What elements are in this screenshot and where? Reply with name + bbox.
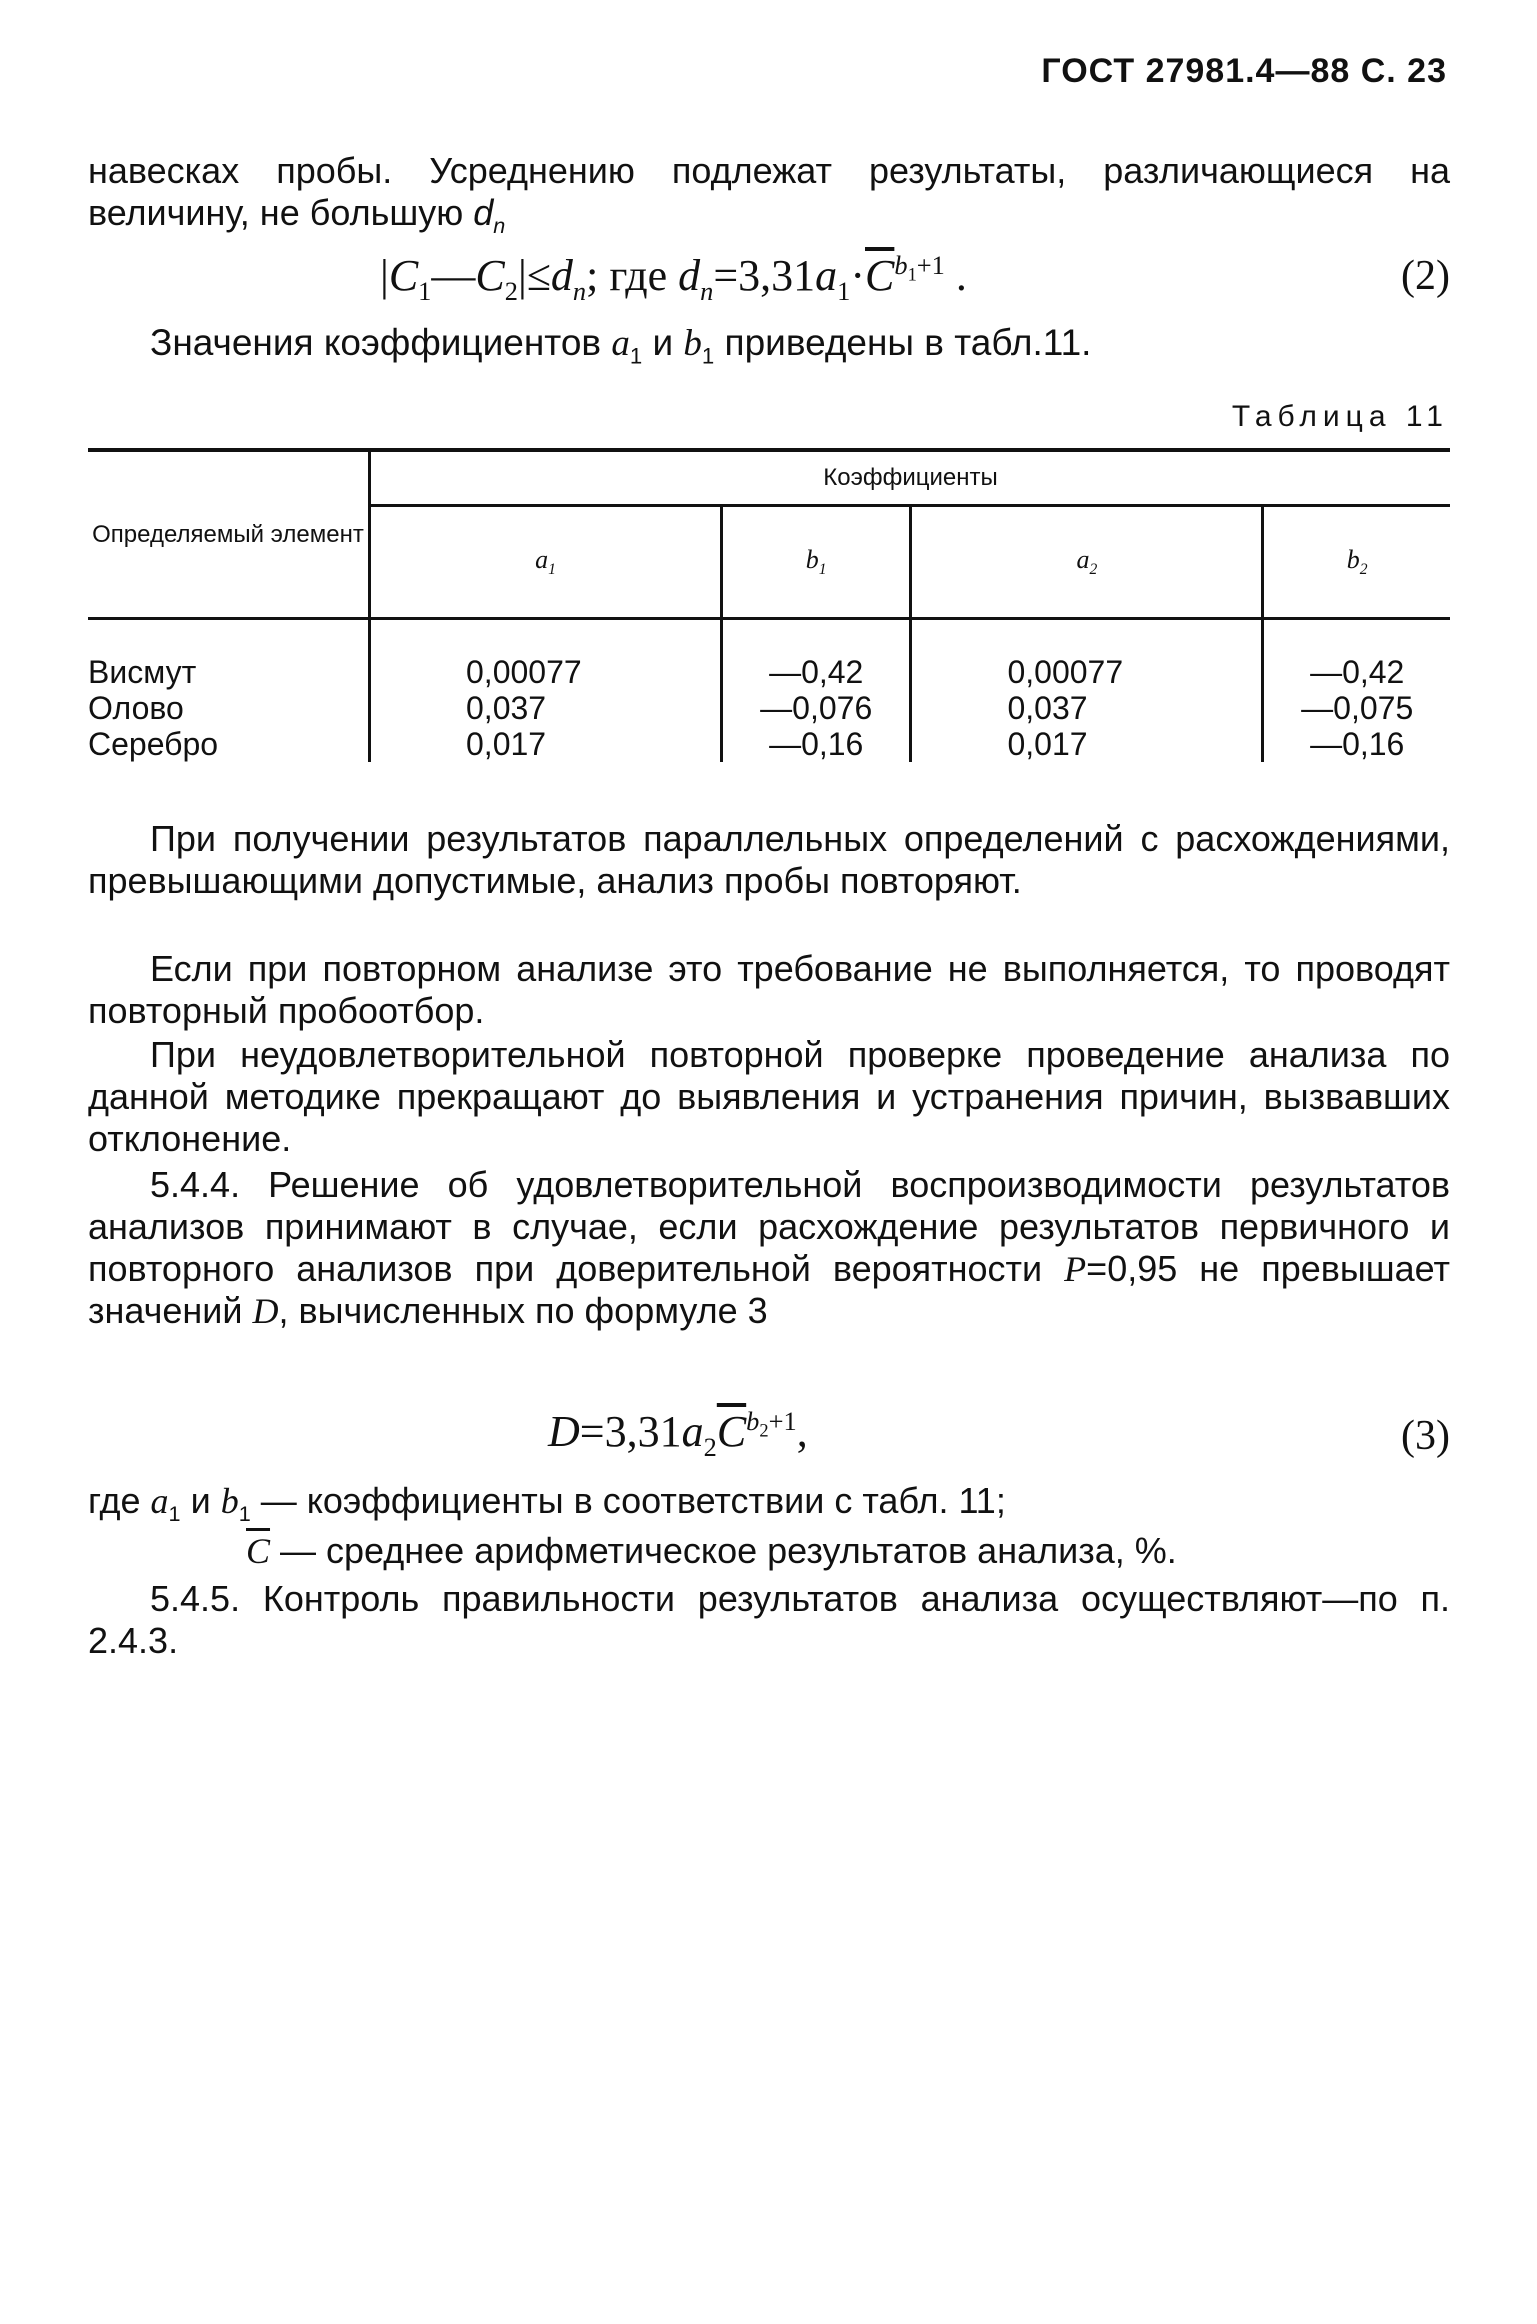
row-tin-element: Олово [88,690,184,726]
f2-c2-sub: 2 [504,275,518,306]
w1-post: — коэффициенты в соответствии с табл. 11; [250,1480,1006,1521]
f2-exp-b-sub: 1 [907,264,917,285]
p2-a-sub: 1 [629,343,643,369]
p2-pre: Значения коэффициентов [150,322,612,363]
header-b1-sym: b [805,544,819,574]
f3-exp-b-sub: 2 [759,1420,769,1441]
p2-b: b [683,323,702,364]
row-silver-element: Серебро [88,726,219,762]
f2-dn2-sub: n [700,275,714,306]
f3-exp-b: b [746,1406,760,1437]
header-a1-sym: a [535,544,549,574]
cell-b2 [1263,644,1450,762]
cell-b1 [721,644,911,762]
paragraph-accuracy-control: 5.4.5. Контроль правильности результатов анализа осуществляют—по п. 2.4.3. [88,1578,1450,1661]
f2-rel: ≤ [526,251,551,300]
var-d: d [473,192,494,233]
header-b2 [1263,506,1450,619]
intro-text: навесках пробы. Усреднению подлежат результаты, различающиеся на величину, не большую [88,150,1450,233]
w1-mid: и [180,1480,221,1521]
header-a2 [911,506,1263,619]
header-element: Определяемый элемент [88,450,370,619]
cell-a1 [370,644,722,762]
w1-a: a [150,1481,169,1521]
row-silver-b1: —0,16 [769,726,864,762]
header-a2-sub: 2 [1089,561,1098,579]
f2-exp-b: b [894,250,908,281]
paragraph-repeat-analysis: При получении результатов параллельных определений с расхождениями, превышающими допустимые, анализ пробы повторяют. [88,818,1450,901]
f3-tail: , [796,1407,808,1456]
row-silver-a2: 0,017 [1007,726,1088,762]
coefficients-table [88,448,1450,762]
f2-dot: · [850,251,865,300]
row-bismuth-a2: 0,00077 [1007,654,1124,690]
equation-number-2: (2) [1401,253,1450,299]
p6-post: , вычисленных по формуле 3 [278,1290,768,1331]
f3-cbar: $\overline{C}$ [716,1407,747,1456]
f2-dn: d [550,251,573,300]
f3-exp-plus: +1 [768,1406,797,1437]
row-tin-b1: —0,076 [760,690,873,726]
row-silver-a1: 0,017 [466,726,547,762]
f3-d: D [548,1407,580,1456]
header-b1-sub: 1 [818,561,827,579]
row-tin-a1: 0,037 [466,690,547,726]
paragraph-coefficients [88,322,1450,377]
p2-b-sub: 1 [701,343,715,369]
p6-d: D [252,1291,279,1331]
f3-a-sub: 2 [703,1431,717,1462]
header-b2-sym: b [1346,544,1360,574]
w2-cbar: $\overline{C}$ [246,1531,271,1571]
row-silver-b2: —0,16 [1310,726,1405,762]
paragraph-stop-analysis: При неудовлетворительной повторной проверке проведение анализа по данной методике прекращают до выявления и устранения причин, вызвавших отклонение. [88,1034,1450,1159]
row-bismuth-b2: —0,42 [1310,654,1405,690]
paragraph-intro [88,150,1450,247]
f2-cbar: $\overline{C}$ [865,251,895,300]
row-tin-b2: —0,075 [1301,690,1414,726]
f2-a: a [815,251,838,300]
header-a1-sub: 1 [548,561,556,579]
w1-a-sub: 1 [168,1501,181,1527]
f2-exp-plus: +1 [916,250,945,281]
header-coefficients: Коэффициенты [370,450,1451,506]
row-bismuth-element: Висмут [88,654,197,690]
header-b1 [721,506,911,619]
w1-b-sub: 1 [238,1501,251,1527]
p6-p: P [1064,1249,1087,1289]
f3-a: a [681,1407,704,1456]
table-caption: Таблица 11 [1231,400,1449,433]
formula-2: $|C_1—C_2|\le d_n$; где $d_n=3,31a_1\cdot\overline{C}^{b_1+1}$ . [380,250,967,306]
page-header: ГОСТ 27981.4—88 С. 23 [1041,52,1447,90]
p2-mid: и [642,322,684,363]
paragraph-resampling: Если при повторном анализе это требование не выполняется, то проводят повторный пробоотбор. [88,948,1450,1031]
header-a1 [370,506,722,619]
f2-c1-sub: 1 [418,275,432,306]
var-d-sub: n [493,213,506,239]
f2-c2: C [475,251,505,300]
row-tin-a2: 0,037 [1007,690,1088,726]
f2-tail: . [944,251,967,300]
f2-dn2: d [678,251,701,300]
p6-mid: не превышает значений [88,1248,1450,1331]
equation-number-3: (3) [1401,1413,1450,1459]
f2-minus: — [431,251,476,300]
table-row [88,644,1450,762]
formula-3 [548,1406,808,1463]
header-a2-sym: a [1076,544,1090,574]
f3-eq: =3,31 [579,1407,682,1456]
p6-pval: =0,95 [1086,1248,1178,1289]
w2-post: — среднее арифметическое результатов анализа, %. [270,1530,1177,1571]
p6-pre: 5.4.4. Решение об удовлетворительной воспроизводимости результатов анализов принимают в случае, если расхождение результатов первичного и повторного анализов при доверительной вероятности [88,1164,1450,1289]
row-bismuth-b1: —0,42 [769,654,864,690]
where-line-1 [88,1480,1450,1535]
p2-a: a [611,323,630,364]
cell-a2 [911,644,1263,762]
w1-pre: где [88,1480,151,1521]
where-line-2 [88,1530,1450,1572]
f2-eq: =3,31 [713,251,816,300]
f2-a-sub: 1 [837,275,851,306]
f2-where: ; где [586,251,679,300]
f2-dn-sub: n [572,275,587,306]
header-b2-sub: 2 [1359,561,1368,579]
row-bismuth-a1: 0,00077 [466,654,582,690]
w1-b: b [220,1481,239,1521]
paragraph-reproducibility [88,1164,1450,1332]
f2-c1: C [388,251,419,300]
cell-element [88,644,370,762]
p2-post: приведены в табл.11. [714,322,1092,363]
